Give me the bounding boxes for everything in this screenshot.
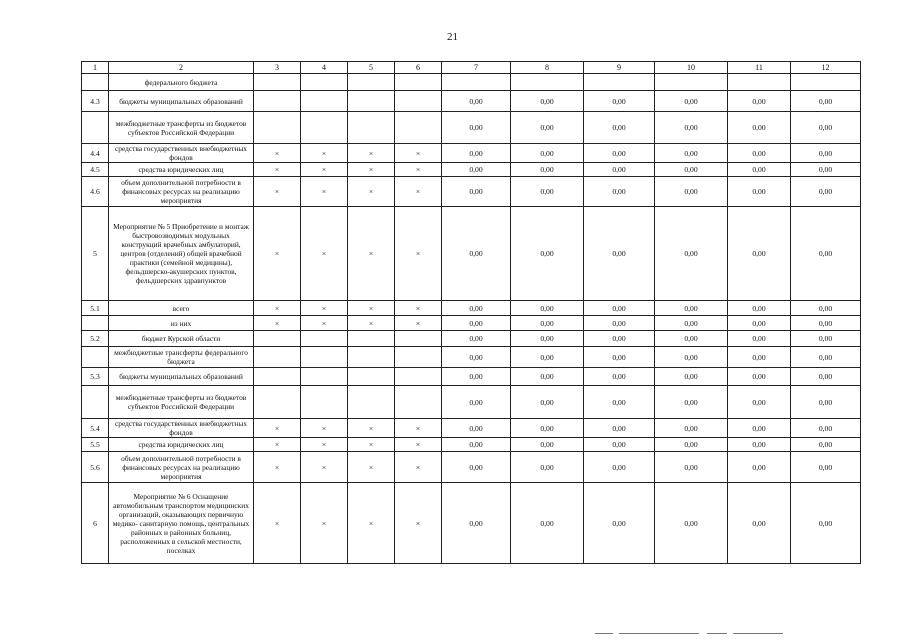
value-cell: 0,00: [791, 419, 861, 438]
value-cell: 0,00: [511, 483, 584, 564]
value-cell: 0,00: [442, 452, 511, 483]
value-cell: 0,00: [584, 438, 655, 452]
header-cell: 8: [511, 62, 584, 74]
value-cell: ×: [301, 483, 348, 564]
value-cell: 0,00: [442, 483, 511, 564]
row-name-cell: средства юридических лиц: [109, 438, 254, 452]
value-cell: 0,00: [728, 144, 791, 163]
value-cell: 0,00: [791, 91, 861, 112]
value-cell: 0,00: [511, 438, 584, 452]
value-cell: 0,00: [655, 163, 728, 177]
value-cell: 0,00: [511, 316, 584, 331]
value-cell: 0,00: [728, 386, 791, 419]
value-cell: [301, 112, 348, 144]
value-cell: ×: [301, 438, 348, 452]
value-cell: 0,00: [655, 177, 728, 207]
table-row: [82, 347, 861, 368]
value-cell: [301, 74, 348, 91]
value-cell: 0,00: [655, 207, 728, 301]
value-cell: 0,00: [655, 419, 728, 438]
table-body: [82, 62, 861, 564]
value-cell: [348, 91, 395, 112]
table-row: [82, 316, 861, 331]
value-cell: 0,00: [442, 386, 511, 419]
value-cell: ×: [301, 316, 348, 331]
value-cell: [395, 368, 442, 386]
value-cell: 0,00: [791, 386, 861, 419]
header-cell: 4: [301, 62, 348, 74]
value-cell: 0,00: [655, 386, 728, 419]
value-cell: ×: [348, 452, 395, 483]
header-row: [82, 62, 861, 74]
value-cell: ×: [254, 144, 301, 163]
row-name-cell: средства государственных внебюджетных фондов: [109, 419, 254, 438]
value-cell: [301, 368, 348, 386]
value-cell: 0,00: [655, 316, 728, 331]
value-cell: 0,00: [442, 144, 511, 163]
value-cell: 0,00: [442, 347, 511, 368]
row-name-cell: средства государственных внебюджетных фондов: [109, 144, 254, 163]
value-cell: [348, 331, 395, 347]
value-cell: 0,00: [442, 112, 511, 144]
value-cell: 0,00: [728, 177, 791, 207]
value-cell: 0,00: [728, 316, 791, 331]
table-row: [82, 91, 861, 112]
value-cell: ×: [395, 163, 442, 177]
value-cell: 0,00: [584, 177, 655, 207]
value-cell: ×: [254, 301, 301, 316]
value-cell: 0,00: [655, 483, 728, 564]
value-cell: ×: [395, 207, 442, 301]
value-cell: [254, 386, 301, 419]
value-cell: 0,00: [584, 419, 655, 438]
value-cell: 0,00: [584, 144, 655, 163]
value-cell: 0,00: [442, 419, 511, 438]
value-cell: ×: [254, 438, 301, 452]
row-number-cell: 5.5: [82, 438, 109, 452]
value-cell: ×: [395, 452, 442, 483]
row-name-cell: бюджеты муниципальных образований: [109, 91, 254, 112]
header-cell: 6: [395, 62, 442, 74]
value-cell: [655, 74, 728, 91]
value-cell: 0,00: [655, 368, 728, 386]
row-number-cell: 4.5: [82, 163, 109, 177]
value-cell: 0,00: [728, 91, 791, 112]
value-cell: 0,00: [511, 112, 584, 144]
value-cell: 0,00: [728, 452, 791, 483]
value-cell: 0,00: [728, 207, 791, 301]
value-cell: 0,00: [728, 419, 791, 438]
row-number-cell: 4.3: [82, 91, 109, 112]
value-cell: 0,00: [584, 163, 655, 177]
row-name-cell: федерального бюджета: [109, 74, 254, 91]
table-row: [82, 419, 861, 438]
value-cell: ×: [301, 452, 348, 483]
value-cell: ×: [395, 301, 442, 316]
value-cell: 0,00: [584, 368, 655, 386]
table-row: [82, 386, 861, 419]
value-cell: [511, 74, 584, 91]
value-cell: 0,00: [442, 177, 511, 207]
value-cell: 0,00: [584, 91, 655, 112]
value-cell: 0,00: [511, 347, 584, 368]
value-cell: [395, 386, 442, 419]
value-cell: ×: [348, 419, 395, 438]
row-name-cell: из них: [109, 316, 254, 331]
value-cell: ×: [348, 316, 395, 331]
value-cell: [584, 74, 655, 91]
row-number-cell: [82, 74, 109, 91]
header-cell: 11: [728, 62, 791, 74]
row-name-cell: межбюджетные трансферты из бюджетов субъектов Российской Федерации: [109, 112, 254, 144]
table-row: [82, 74, 861, 91]
value-cell: 0,00: [791, 368, 861, 386]
value-cell: [791, 74, 861, 91]
value-cell: ×: [348, 207, 395, 301]
value-cell: 0,00: [442, 301, 511, 316]
value-cell: [301, 347, 348, 368]
value-cell: ×: [301, 144, 348, 163]
value-cell: [348, 368, 395, 386]
value-cell: 0,00: [584, 483, 655, 564]
header-cell: 12: [791, 62, 861, 74]
value-cell: ×: [395, 316, 442, 331]
value-cell: 0,00: [655, 301, 728, 316]
value-cell: 0,00: [655, 452, 728, 483]
value-cell: 0,00: [791, 316, 861, 331]
row-number-cell: [82, 347, 109, 368]
value-cell: 0,00: [584, 386, 655, 419]
row-number-cell: 5.2: [82, 331, 109, 347]
value-cell: [395, 331, 442, 347]
row-number-cell: 6: [82, 483, 109, 564]
value-cell: ×: [254, 163, 301, 177]
bottom-scan-marks: [595, 633, 795, 636]
value-cell: 0,00: [511, 301, 584, 316]
value-cell: 0,00: [442, 91, 511, 112]
value-cell: 0,00: [655, 144, 728, 163]
value-cell: 0,00: [791, 483, 861, 564]
row-number-cell: [82, 386, 109, 419]
value-cell: 0,00: [584, 207, 655, 301]
budget-table: [81, 61, 861, 564]
value-cell: ×: [301, 301, 348, 316]
value-cell: 0,00: [791, 347, 861, 368]
row-number-cell: [82, 112, 109, 144]
value-cell: 0,00: [511, 207, 584, 301]
value-cell: ×: [348, 163, 395, 177]
value-cell: 0,00: [791, 177, 861, 207]
row-name-cell: всего: [109, 301, 254, 316]
value-cell: ×: [301, 163, 348, 177]
value-cell: 0,00: [442, 207, 511, 301]
value-cell: [301, 331, 348, 347]
value-cell: 0,00: [728, 483, 791, 564]
row-number-cell: 5.4: [82, 419, 109, 438]
value-cell: [348, 347, 395, 368]
table-row: [82, 331, 861, 347]
value-cell: 0,00: [511, 91, 584, 112]
value-cell: ×: [395, 438, 442, 452]
value-cell: [254, 368, 301, 386]
value-cell: 0,00: [584, 331, 655, 347]
value-cell: 0,00: [655, 91, 728, 112]
value-cell: 0,00: [728, 347, 791, 368]
row-name-cell: средства юридических лиц: [109, 163, 254, 177]
table-row: [82, 368, 861, 386]
value-cell: 0,00: [728, 301, 791, 316]
value-cell: 0,00: [511, 163, 584, 177]
value-cell: ×: [348, 301, 395, 316]
value-cell: 0,00: [728, 112, 791, 144]
value-cell: 0,00: [655, 112, 728, 144]
value-cell: ×: [301, 207, 348, 301]
value-cell: 0,00: [442, 331, 511, 347]
value-cell: 0,00: [584, 316, 655, 331]
value-cell: 0,00: [791, 163, 861, 177]
value-cell: 0,00: [584, 301, 655, 316]
value-cell: 0,00: [511, 386, 584, 419]
value-cell: 0,00: [584, 452, 655, 483]
row-name-cell: объем дополнительной потребности в финансовых ресурсах на реализацию мероприятия: [109, 177, 254, 207]
row-name-cell: межбюджетные трансферты федерального бюджета: [109, 347, 254, 368]
value-cell: ×: [348, 438, 395, 452]
value-cell: [395, 112, 442, 144]
value-cell: 0,00: [728, 331, 791, 347]
header-cell: 1: [82, 62, 109, 74]
row-number-cell: 5.3: [82, 368, 109, 386]
header-cell: 10: [655, 62, 728, 74]
value-cell: [728, 74, 791, 91]
value-cell: 0,00: [791, 144, 861, 163]
value-cell: ×: [254, 316, 301, 331]
row-number-cell: 5.1: [82, 301, 109, 316]
row-name-cell: бюджеты муниципальных образований: [109, 368, 254, 386]
table-row: [82, 144, 861, 163]
row-number-cell: 5.6: [82, 452, 109, 483]
value-cell: 0,00: [655, 438, 728, 452]
value-cell: [301, 386, 348, 419]
table-row: [82, 438, 861, 452]
value-cell: 0,00: [511, 368, 584, 386]
value-cell: [254, 347, 301, 368]
value-cell: ×: [254, 483, 301, 564]
value-cell: 0,00: [584, 347, 655, 368]
header-cell: 2: [109, 62, 254, 74]
value-cell: [254, 112, 301, 144]
row-name-cell: Мероприятие № 5 Приобретение и монтаж быстровозводимых модульных конструкций врачебных амбулаторий, центров (отделений) общей врачебной практики (семейной медицины), фельдшерско-акушерских пунктов, фельдшерских здравпунктов: [109, 207, 254, 301]
value-cell: [254, 74, 301, 91]
value-cell: ×: [395, 144, 442, 163]
value-cell: 0,00: [511, 452, 584, 483]
value-cell: 0,00: [791, 452, 861, 483]
row-number-cell: 4.6: [82, 177, 109, 207]
value-cell: [348, 386, 395, 419]
value-cell: ×: [301, 177, 348, 207]
value-cell: 0,00: [728, 368, 791, 386]
value-cell: ×: [395, 483, 442, 564]
value-cell: 0,00: [584, 112, 655, 144]
value-cell: ×: [301, 419, 348, 438]
row-name-cell: бюджет Курской области: [109, 331, 254, 347]
row-name-cell: межбюджетные трансферты из бюджетов субъектов Российской Федерации: [109, 386, 254, 419]
value-cell: [348, 74, 395, 91]
table-row: [82, 163, 861, 177]
value-cell: ×: [348, 177, 395, 207]
row-number-cell: 5: [82, 207, 109, 301]
value-cell: [348, 112, 395, 144]
table-row: [82, 177, 861, 207]
value-cell: 0,00: [791, 301, 861, 316]
value-cell: 0,00: [511, 419, 584, 438]
value-cell: ×: [254, 452, 301, 483]
row-name-cell: объем дополнительной потребности в финансовых ресурсах на реализацию мероприятия: [109, 452, 254, 483]
value-cell: [254, 91, 301, 112]
header-cell: 5: [348, 62, 395, 74]
value-cell: 0,00: [791, 207, 861, 301]
header-cell: 7: [442, 62, 511, 74]
table-row: [82, 301, 861, 316]
value-cell: ×: [254, 177, 301, 207]
row-name-cell: Мероприятие № 6 Оснащение автомобильным транспортом медицинских организаций, оказывающих первичную медико- санитарную помощь, центральных районных и районных больниц, расположенных в сельской местности, поселках: [109, 483, 254, 564]
value-cell: 0,00: [511, 144, 584, 163]
value-cell: 0,00: [442, 368, 511, 386]
value-cell: 0,00: [442, 316, 511, 331]
value-cell: 0,00: [655, 347, 728, 368]
row-number-cell: 4.4: [82, 144, 109, 163]
value-cell: ×: [348, 144, 395, 163]
value-cell: 0,00: [442, 438, 511, 452]
value-cell: 0,00: [442, 163, 511, 177]
value-cell: [442, 74, 511, 91]
value-cell: ×: [254, 419, 301, 438]
value-cell: [301, 91, 348, 112]
value-cell: [395, 74, 442, 91]
value-cell: 0,00: [728, 163, 791, 177]
table-row: [82, 207, 861, 301]
value-cell: 0,00: [791, 331, 861, 347]
page-number: 21: [447, 31, 458, 43]
value-cell: ×: [395, 419, 442, 438]
header-cell: 9: [584, 62, 655, 74]
value-cell: ×: [395, 177, 442, 207]
table-row: [82, 452, 861, 483]
row-number-cell: [82, 316, 109, 331]
value-cell: 0,00: [791, 112, 861, 144]
value-cell: 0,00: [511, 331, 584, 347]
table-row: [82, 112, 861, 144]
value-cell: [254, 331, 301, 347]
value-cell: 0,00: [728, 438, 791, 452]
value-cell: 0,00: [655, 331, 728, 347]
value-cell: 0,00: [791, 438, 861, 452]
value-cell: [395, 91, 442, 112]
value-cell: ×: [348, 483, 395, 564]
table-row: [82, 483, 861, 564]
value-cell: ×: [254, 207, 301, 301]
budget-table-wrapper: [81, 61, 860, 564]
header-cell: 3: [254, 62, 301, 74]
value-cell: [395, 347, 442, 368]
value-cell: 0,00: [511, 177, 584, 207]
